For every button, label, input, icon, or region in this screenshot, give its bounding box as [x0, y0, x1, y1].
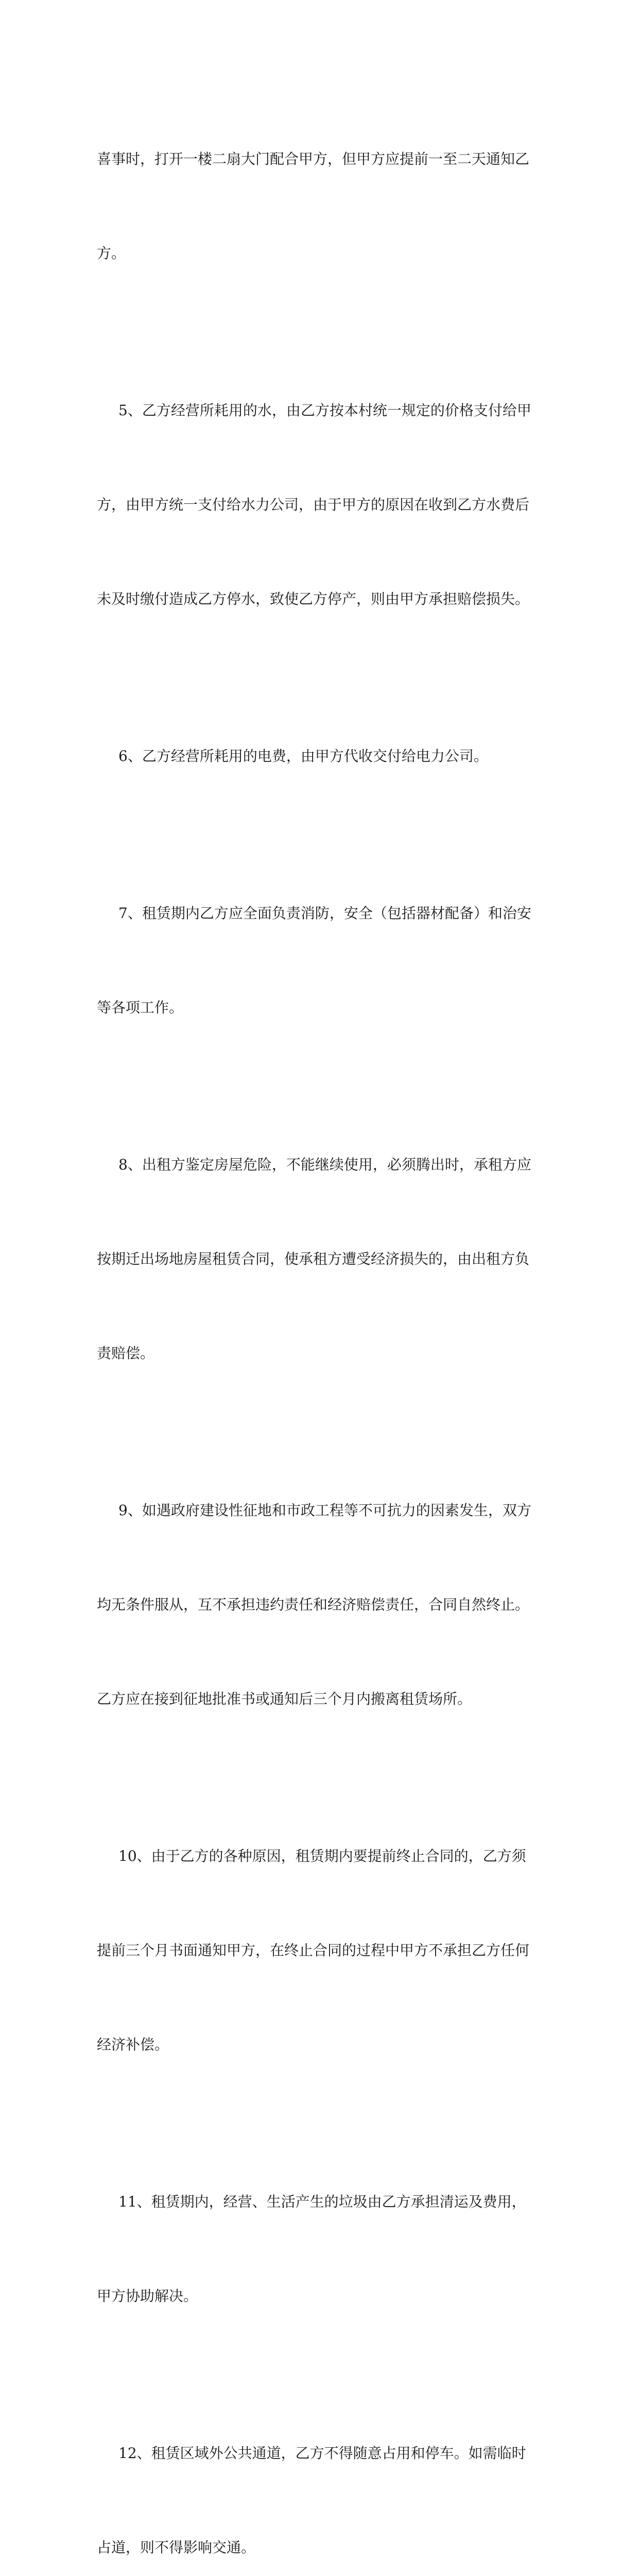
text-line: 12、租赁区域外公共通道，乙方不得随意占用和停车。如需临时 [118, 2445, 526, 2462]
text-line: 方，由甲方统一支付给水力公司，由于甲方的原因在收到乙方水费后 [97, 496, 530, 513]
text-line: 未及时缴付造成乙方停水，致使乙方停产，则由甲方承担赔偿损失。 [97, 590, 530, 607]
text-line: 6、乙方经营所耗用的电费，由甲方代收交付给电力公司。 [118, 748, 488, 765]
text-line: 11、租赁期内，经营、生活产生的垃圾由乙方承担清运及费用， [118, 2193, 526, 2210]
clause-8 [97, 1086, 550, 1432]
text-line: 提前三个月书面通知甲方，在终止合同的过程中甲方不承担乙方任何 [97, 1942, 530, 1959]
clause-6 [97, 677, 550, 835]
text-line: 经济补偿。 [97, 2036, 169, 2053]
text-line: 等各项工作。 [97, 999, 184, 1016]
text-line: 5、乙方经营所耗用的水，由乙方按本村统一规定的价格支付给甲 [118, 402, 531, 419]
clause-12 [97, 2375, 550, 2576]
text-line: 9、如遇政府建设性征地和市政工程等不可抗力的因素发生，双方 [118, 1502, 531, 1519]
text-line: 8、出租方鉴定房屋危险，不能继续使用，必须腾出时，承租方应 [118, 1156, 531, 1173]
clause-5 [97, 332, 550, 677]
clause-9 [97, 1432, 550, 1777]
text-line: 甲方协助解决。 [97, 2287, 198, 2304]
text-line: 喜事时，打开一楼二扇大门配合甲方，但甲方应提前一至二天通知乙 [97, 150, 530, 167]
document-body [97, 80, 550, 2576]
paragraph-continuation [97, 80, 550, 332]
text-line: 按期迁出场地房屋租赁合同，使承租方遭受经济损失的，由出租方负 [97, 1250, 530, 1267]
text-line: 10、由于乙方的各种原因，租赁期内要提前终止合同的，乙方须 [118, 1848, 526, 1865]
text-line: 7、租赁期内乙方应全面负责消防，安全（包括器材配备）和治安 [118, 905, 531, 922]
text-line: 乙方应在接到征地批准书或通知后三个月内搬离租赁场所。 [97, 1690, 472, 1707]
clause-10 [97, 1777, 550, 2123]
clause-7 [97, 835, 550, 1086]
text-line: 占道，则不得影响交通。 [97, 2539, 256, 2556]
clause-11 [97, 2123, 550, 2375]
text-line: 责赔偿。 [97, 1345, 155, 1362]
text-line: 方。 [97, 245, 126, 262]
text-line: 均无条件服从，互不承担违约责任和经济赔偿责任，合同自然终止。 [97, 1596, 530, 1613]
